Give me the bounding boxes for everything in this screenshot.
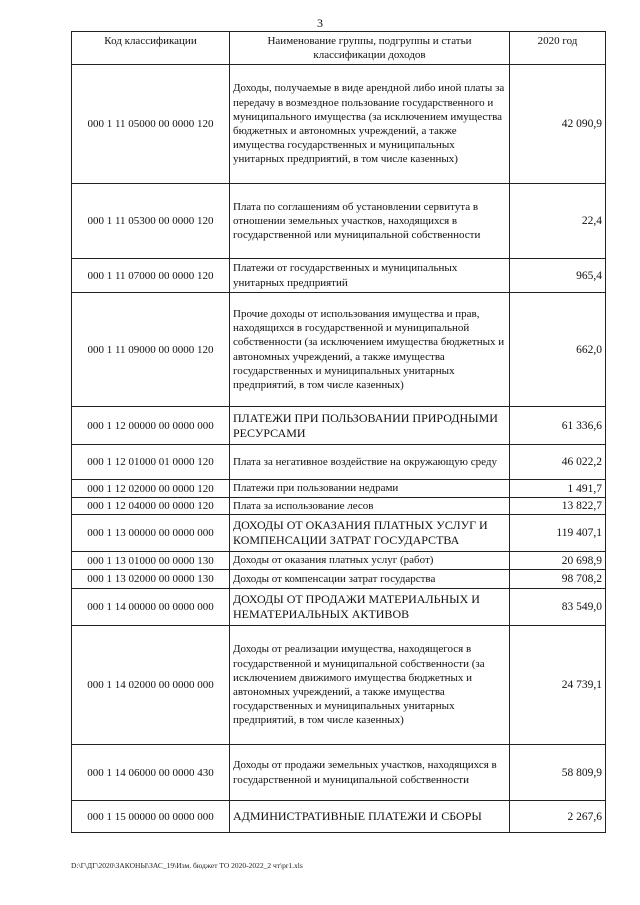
table-header-row [72, 32, 606, 65]
row-code: 000 1 12 01000 01 0000 120 [72, 445, 230, 480]
table-row [72, 801, 606, 833]
row-value: 58 809,9 [510, 745, 606, 801]
row-name: Доходы от продажи земельных участков, находящихся в государственной и муниципальной собственности [230, 745, 510, 801]
row-name: Плата за использование лесов [230, 498, 510, 515]
row-name: Плата по соглашениям об установлении сервитута в отношении земельных участков, находящихся в государственной или муниципальной собственности [230, 184, 510, 259]
row-value: 13 822,7 [510, 498, 606, 515]
table-row [72, 515, 606, 552]
row-code: 000 1 11 05000 00 0000 120 [72, 65, 230, 184]
file-path-footer: D:\Г\ДГ\2020\ЗАКОНЫ\ЗАС_19\Изм. бюджет ТО 2020-2022_2 чт\pr1.xls [71, 861, 303, 870]
row-name: Доходы от реализации имущества, находящегося в государственной и муниципальной собственности (за исключением движимого имущества бюджетных и автономных учреждений, а также имущества государственных и муниципальных унитарных предприятий, в том числе казенных) [230, 626, 510, 745]
row-value: 2 267,6 [510, 801, 606, 833]
table-row [72, 745, 606, 801]
table-row [72, 498, 606, 515]
table-row [72, 589, 606, 626]
row-value: 965,4 [510, 259, 606, 293]
row-code: 000 1 11 05300 00 0000 120 [72, 184, 230, 259]
row-value: 61 336,6 [510, 407, 606, 445]
row-value: 42 090,9 [510, 65, 606, 184]
row-value: 98 708,2 [510, 570, 606, 589]
header-code: Код классификации [72, 32, 230, 65]
row-code: 000 1 14 00000 00 0000 000 [72, 589, 230, 626]
row-name: Платежи при пользовании недрами [230, 480, 510, 498]
row-code: 000 1 13 00000 00 0000 000 [72, 515, 230, 552]
row-code: 000 1 12 00000 00 0000 000 [72, 407, 230, 445]
row-code: 000 1 15 00000 00 0000 000 [72, 801, 230, 833]
table-row [72, 407, 606, 445]
row-name: ПЛАТЕЖИ ПРИ ПОЛЬЗОВАНИИ ПРИРОДНЫМИ РЕСУРСАМИ [230, 407, 510, 445]
row-code: 000 1 12 02000 00 0000 120 [72, 480, 230, 498]
row-value: 83 549,0 [510, 589, 606, 626]
row-name: Плата за негативное воздействие на окружающую среду [230, 445, 510, 480]
row-name: АДМИНИСТРАТИВНЫЕ ПЛАТЕЖИ И СБОРЫ [230, 801, 510, 833]
page-number: 3 [317, 16, 323, 30]
row-name: Прочие доходы от использования имущества и прав, находящихся в государственной и муниципальной собственности (за исключением имущества бюджетных и автономных учреждений, а также имущества государственных и муниципальных унитарных предприятий, в том числе казенных) [230, 293, 510, 407]
table-row [72, 552, 606, 570]
row-code: 000 1 11 09000 00 0000 120 [72, 293, 230, 407]
header-name: Наименование группы, подгруппы и статьи классификации доходов [230, 32, 510, 65]
row-value: 1 491,7 [510, 480, 606, 498]
row-value: 119 407,1 [510, 515, 606, 552]
table-row [72, 184, 606, 259]
row-value: 24 739,1 [510, 626, 606, 745]
row-name: ДОХОДЫ ОТ ОКАЗАНИЯ ПЛАТНЫХ УСЛУГ И КОМПЕНСАЦИИ ЗАТРАТ ГОСУДАРСТВА [230, 515, 510, 552]
table-row [72, 259, 606, 293]
row-name: ДОХОДЫ ОТ ПРОДАЖИ МАТЕРИАЛЬНЫХ И НЕМАТЕРИАЛЬНЫХ АКТИВОВ [230, 589, 510, 626]
header-year: 2020 год [510, 32, 606, 65]
table-row [72, 570, 606, 589]
row-name: Доходы от компенсации затрат государства [230, 570, 510, 589]
row-code: 000 1 12 04000 00 0000 120 [72, 498, 230, 515]
row-name: Доходы, получаемые в виде арендной либо иной платы за передачу в возмездное пользование государственного и муниципального имущества (за исключением имущества бюджетных и автономных учреждений, а также имущества государственных и муниципальных унитарных предприятий, в том числе казенных) [230, 65, 510, 184]
row-code: 000 1 14 02000 00 0000 000 [72, 626, 230, 745]
row-code: 000 1 14 06000 00 0000 430 [72, 745, 230, 801]
table-row [72, 480, 606, 498]
row-value: 22,4 [510, 184, 606, 259]
row-value: 20 698,9 [510, 552, 606, 570]
row-name: Платежи от государственных и муниципальных унитарных предприятий [230, 259, 510, 293]
row-code: 000 1 13 02000 00 0000 130 [72, 570, 230, 589]
revenue-table [71, 31, 606, 833]
table-row [72, 626, 606, 745]
table-row [72, 65, 606, 184]
table-row [72, 445, 606, 480]
row-code: 000 1 13 01000 00 0000 130 [72, 552, 230, 570]
row-name: Доходы от оказания платных услуг (работ) [230, 552, 510, 570]
row-code: 000 1 11 07000 00 0000 120 [72, 259, 230, 293]
row-value: 46 022,2 [510, 445, 606, 480]
table-row [72, 293, 606, 407]
row-value: 662,0 [510, 293, 606, 407]
